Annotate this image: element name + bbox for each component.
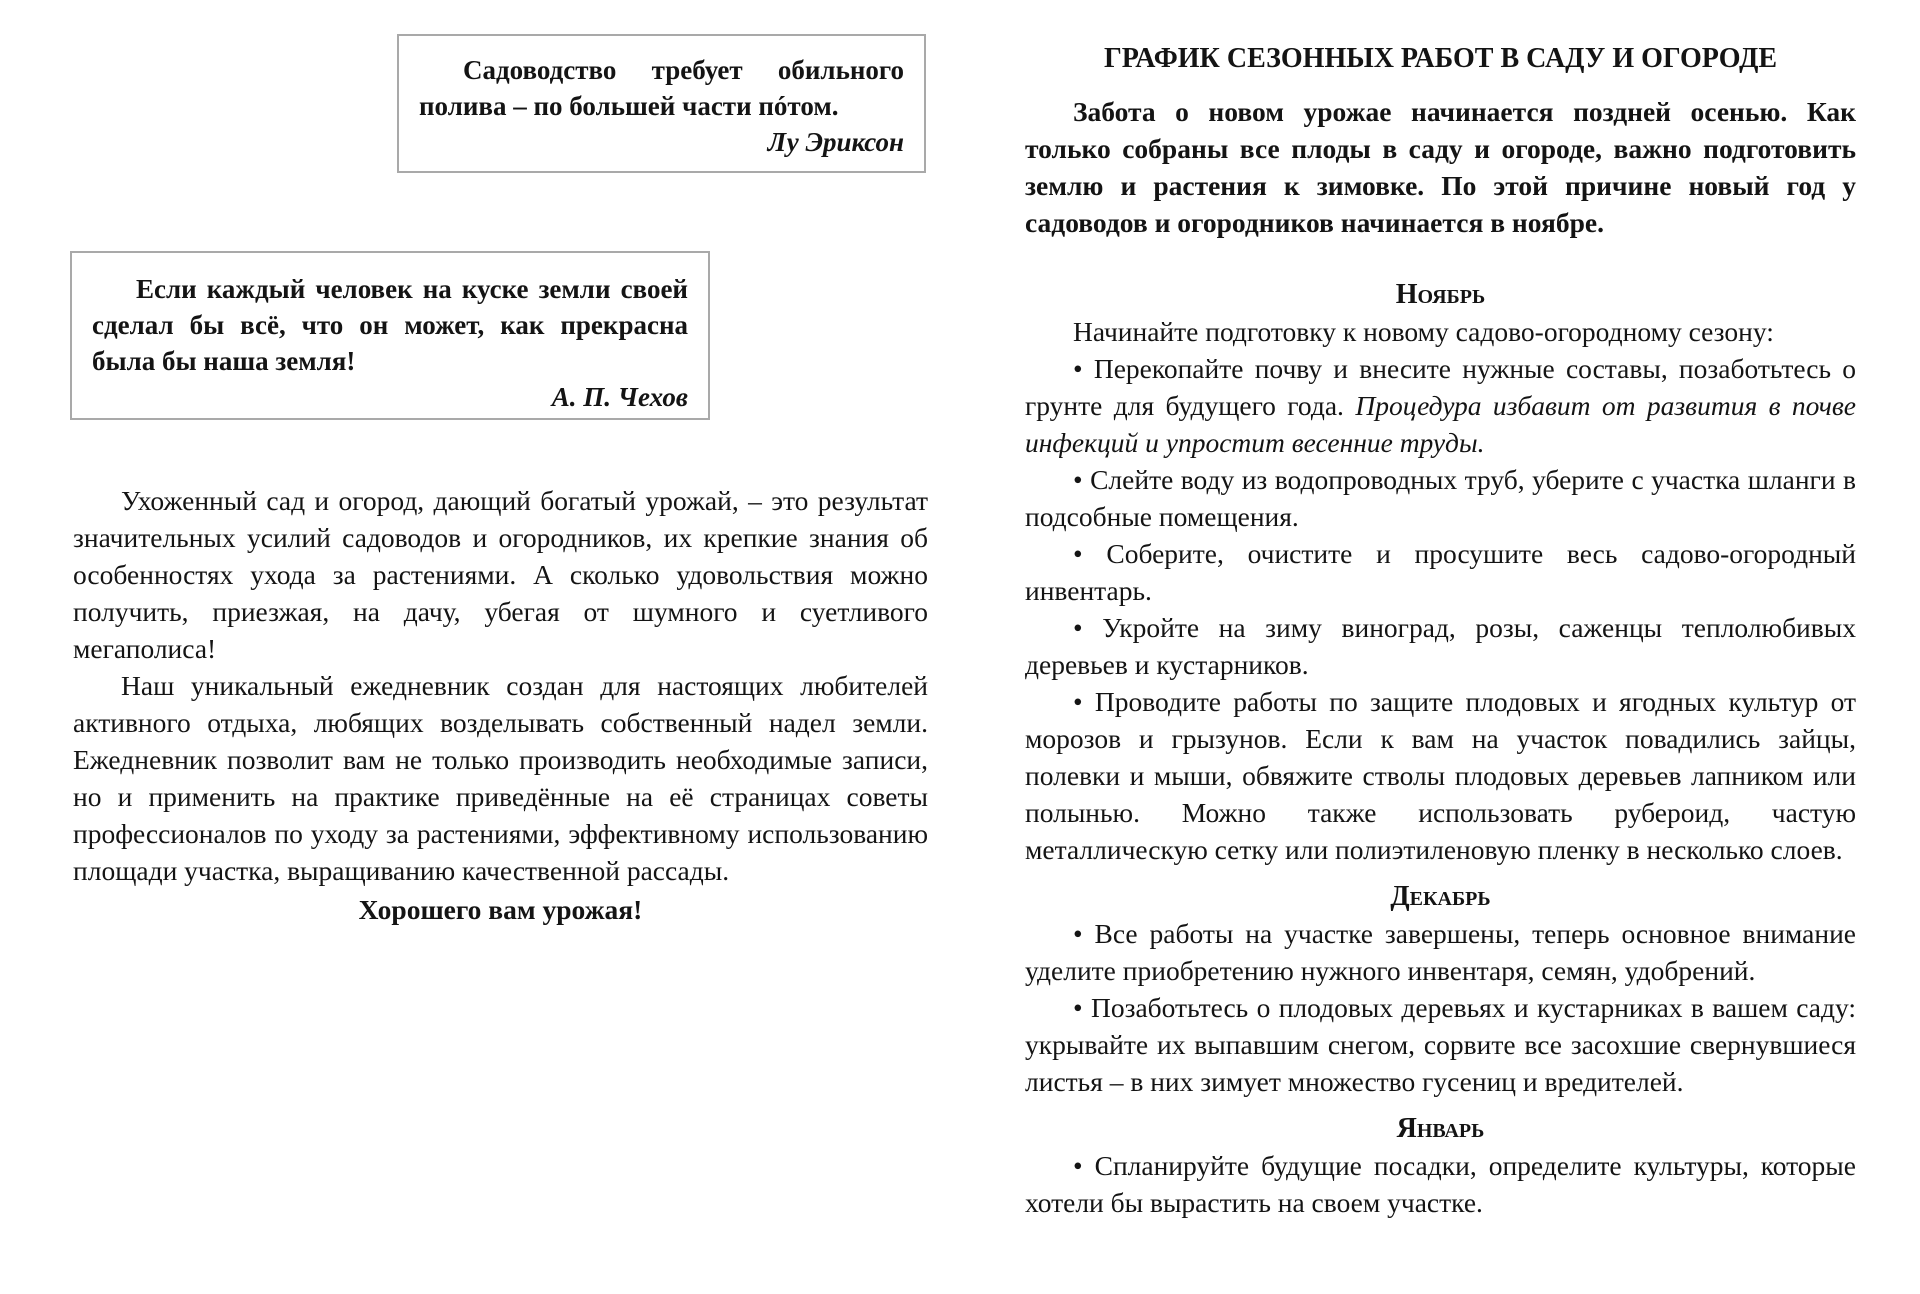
right-page bbox=[960, 0, 1920, 1294]
january-bullet: • Спланируйте будущие посадки, определите культуры, которые хотели бы вырастить на своем участке. bbox=[1025, 1150, 1856, 1218]
month-heading-november: Ноябрь bbox=[1395, 279, 1486, 310]
november-bullet bbox=[1025, 350, 1856, 461]
introduction-text bbox=[73, 482, 928, 928]
chekhov-quote-author: А. П. Чехов bbox=[551, 382, 688, 412]
november-bullet: • Соберите, очистите и просушите весь садово-огородный инвентарь. bbox=[1025, 538, 1856, 606]
chekhov-quote-box bbox=[70, 251, 710, 420]
december-bullet: • Позаботьтесь о плодовых деревьях и кустарниках в вашем саду: укрывайте их выпавшим снегом, сорвите все засохшие свернувшиеся листья – в них зимует множество гусениц и вредителей. bbox=[1025, 992, 1856, 1097]
november-lead: Начинайте подготовку к новому садово-огородному сезону: bbox=[1073, 316, 1774, 347]
schedule-intro: Забота о новом урожае начинается поздней осенью. Как только собраны все плоды в саду и огороде, важно подготовить землю и растения к зимовке. По этой причине новый год у садоводов и огородников начинается в ноябре. bbox=[1025, 96, 1856, 238]
introduction-paragraph: Ухоженный сад и огород, дающий богатый урожай, – это результат значительных усилий садоводов и огородников, их крепкие знания об особенностях ухода за растениями. А сколько удовольствия можно получить, приезжая, на дачу, убегая от шумного и суетливого мегаполиса! bbox=[73, 485, 928, 664]
november-bullet: • Слейте воду из водопроводных труб, уберите с участка шланги в подсобные помещения. bbox=[1025, 464, 1856, 532]
november-bullet: • Укройте на зиму виноград, розы, саженцы теплолюбивых деревьев и кустарников. bbox=[1025, 612, 1856, 680]
december-bullet: • Все работы на участке завершены, теперь основное внимание уделите приобретению нужного инвентаря, семян, удобрений. bbox=[1025, 918, 1856, 986]
epigraph-quote-text: Садоводство требует обильного полива – по большей части пóтом. bbox=[419, 55, 904, 121]
introduction-paragraph: Наш уникальный ежедневник создан для настоящих любителей активного отдыха, любящих возделывать собственный надел земли. Ежедневник позволит вам не только производить необходимые записи, но и применить на практике приведённые на её страницах советы профессионалов по уходу за растениями, эффективному использованию площади участка, выращиванию качественной рассады. bbox=[73, 670, 928, 886]
november-bullet: • Проводите работы по защите плодовых и ягодных культур от морозов и грызунов. Если к вам на участок повадились зайцы, полевки и мыши, обвяжите стволы плодовых деревьев лапником или полынью. Можно также использовать рубероид, частую металлическую сетку или полиэтиленовую пленку в несколько слоев. bbox=[1025, 686, 1856, 865]
month-heading-january: Январь bbox=[1396, 1113, 1485, 1144]
seasonal-schedule bbox=[1025, 40, 1856, 1221]
epigraph-quote-box bbox=[397, 34, 926, 173]
november-bullet-text: • Перекопайте почву и внесите нужные составы, позаботьтесь о грунте для будущего года. bbox=[1025, 353, 1856, 421]
month-heading-december: Декабрь bbox=[1390, 881, 1491, 912]
closing-wish: Хорошего вам урожая! bbox=[358, 894, 643, 925]
schedule-title: ГРАФИК СЕЗОННЫХ РАБОТ В САДУ И ОГОРОДЕ bbox=[1103, 43, 1778, 74]
epigraph-quote-author: Лу Эриксон bbox=[767, 127, 904, 157]
chekhov-quote-text: Если каждый человек на куске земли своей сделал бы всё, что он может, как прекрасна была бы наша земля! bbox=[92, 274, 688, 376]
november-bullet-note: Процедура избавит от развития в почве инфекций и упростит весенние труды. bbox=[1025, 390, 1856, 458]
